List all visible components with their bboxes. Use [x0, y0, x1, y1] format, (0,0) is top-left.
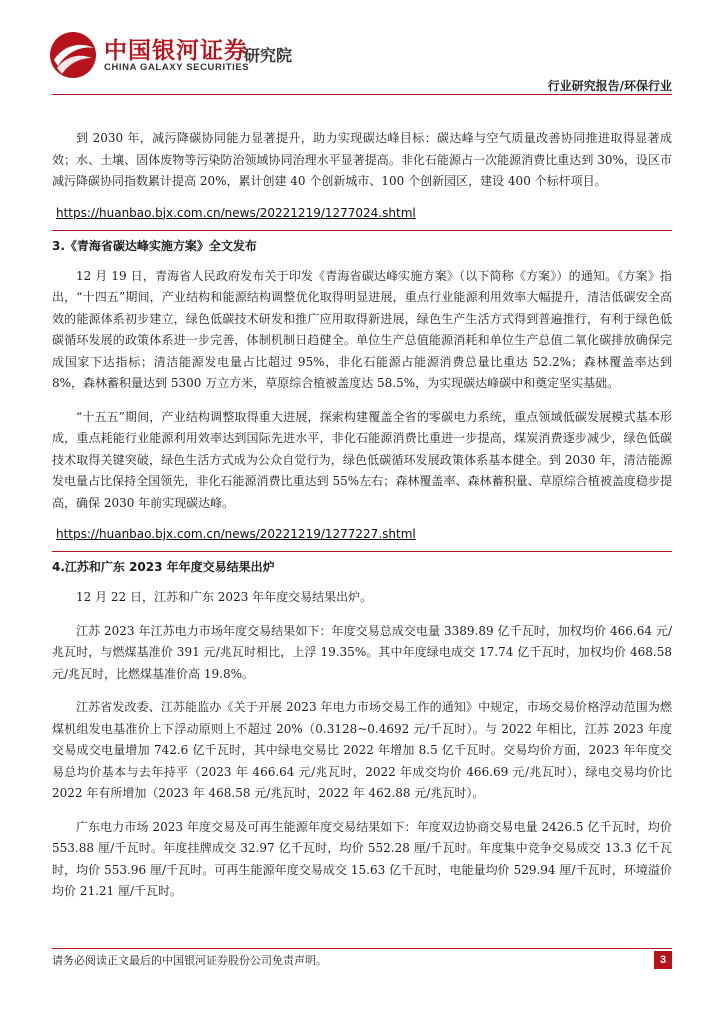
section-4-title: 4.江苏和广东 2023 年年度交易结果出炉	[52, 551, 672, 579]
report-type: 行业研究报告/环保行业	[547, 79, 672, 93]
brand-name-en: CHINA GALAXY SECURITIES	[104, 62, 250, 73]
footer-divider	[52, 948, 672, 949]
brand-name-cn: 中国银河证券	[104, 38, 248, 64]
section-4-paragraph-3: 江苏省发改委、江苏能监办《关于开展 2023 年电力市场交易工作的通知》中规定，市场交易价格浮动范围为燃煤机组发电基准价上下浮动原则上不超过 20%（0.3128~0.4692 元/千瓦时）。与 2022 年相比，江苏 2023 年度交易成交电量增加 742.6 亿千瓦时，其中绿电交易比 2022 年增加 8.5 亿千瓦时。交易均价方面，2023 年年度交易总均价基本与去年持平（2023 年 466.64 元/兆瓦时，2022 年成交均价 466.69 元/兆瓦时），绿电交易均价比 2022 年有所增加（2023 年 468.58 元/兆瓦时，2022 年 462.88 元/兆瓦时）。	[52, 700, 672, 800]
section-3-paragraph-1: 12 月 19 日，青海省人民政府发布关于印发《青海省碳达峰实施方案》（以下简称《方案》）的通知。《方案》指出，“十四五”期间，产业结构和能源结构调整优化取得明显进展，重点行业能源利用效率大幅提升，清洁低碳安全高效的能源体系初步建立，绿色低碳技术研发和推广应用取得新进展，绿色生产生活方式得到普遍推行，有利于绿色低碳循环发展的政策体系进一步完善，体制机制日趋健全。单位生产总值能源消耗和单位生产总值二氧化碳排放确保完成国家下达指标；清洁能源发电量占比超过 95%，非化石能源占能源消费总量比重达 52.2%；森林覆盖率达到 8%，森林蓄积量达到 5300 万立方米，草原综合植被盖度达 58.5%，为实现碳达峰碳中和奠定坚实基础。	[52, 268, 672, 390]
section-3-paragraph-2: “十五五”期间，产业结构调整取得重大进展，探索构建覆盖全省的零碳电力系统，重点领域低碳发展模式基本形成，重点耗能行业能源利用效率达到国际先进水平，非化石能源消费比重进一步提高，煤炭消费逐步减少，绿色低碳技术取得关键突破，绿色生活方式成为公众自觉行为，绿色低碳循环发展政策体系基本健全。到 2030 年，清洁能源发电量占比保持全国领先，非化石能源消费比重达到 55%左右；森林覆盖率、森林蓄积量、草原综合植被盖度稳步提高，确保 2030 年前实现碳达峰。	[52, 409, 672, 510]
page-number: 3	[654, 951, 672, 969]
section-4-paragraph-4: 广东电力市场 2023 年度交易及可再生能源年度交易结果如下：年度双边协商交易电量 2426.5 亿千瓦时，均价 553.88 厘/千瓦时。年度挂牌成交 32.97 亿千瓦时，均价 552.28 厘/千瓦时。年度集中竞争交易成交 13.3 亿千瓦时，均价 553.96 厘/千瓦时。可再生能源年度交易成交 15.63 亿千瓦时，电能量均价 529.94 厘/千瓦时，环境溢价均价 21.21 厘/千瓦时。	[52, 819, 672, 898]
source-link-1[interactable]: https://huanbao.bjx.com.cn/news/20221219/1277024.shtml	[56, 205, 416, 220]
source-link-2[interactable]: https://huanbao.bjx.com.cn/news/20221219/1277227.shtml	[56, 527, 416, 541]
galaxy-logo-icon	[48, 30, 98, 80]
section-4-paragraph-1: 12 月 22 日，江苏和广东 2023 年年度交易结果出炉。	[76, 590, 373, 604]
header-divider	[52, 94, 672, 95]
footer-disclaimer: 请务必阅读正文最后的中国银河证券股份公司免责声明。	[52, 954, 327, 967]
brand-institute: 研究院	[244, 46, 293, 65]
page-header	[0, 0, 724, 96]
report-body	[52, 128, 672, 915]
section-3-title: 3.《青海省碳达峰实施方案》全文发布	[52, 230, 672, 258]
paragraph-intro: 到 2030 年，减污降碳协同能力显著提升，助力实现碳达峰目标：碳达峰与空气质量改善协同推进取得显著成效；水、土壤、固体废物等污染防治领域协同治理水平显著提高。非化石能源占一次能源消费比重达到 30%，设区市减污降碳协同指数累计提高 20%，累计创建 40 个创新城市、100 个创新园区，建设 400 个标杆项目。	[52, 131, 672, 188]
section-4-paragraph-2: 江苏 2023 年江苏电力市场年度交易结果如下：年度交易总成交电量 3389.89 亿千瓦时，加权均价 466.64 元/兆瓦时，与燃煤基准价 391 元/兆瓦时相比，上浮 19.35%。其中年度绿电成交 17.74 亿千瓦时，加权均价 468.58 元/兆瓦时，比燃煤基准价高 19.8%。	[52, 623, 672, 681]
